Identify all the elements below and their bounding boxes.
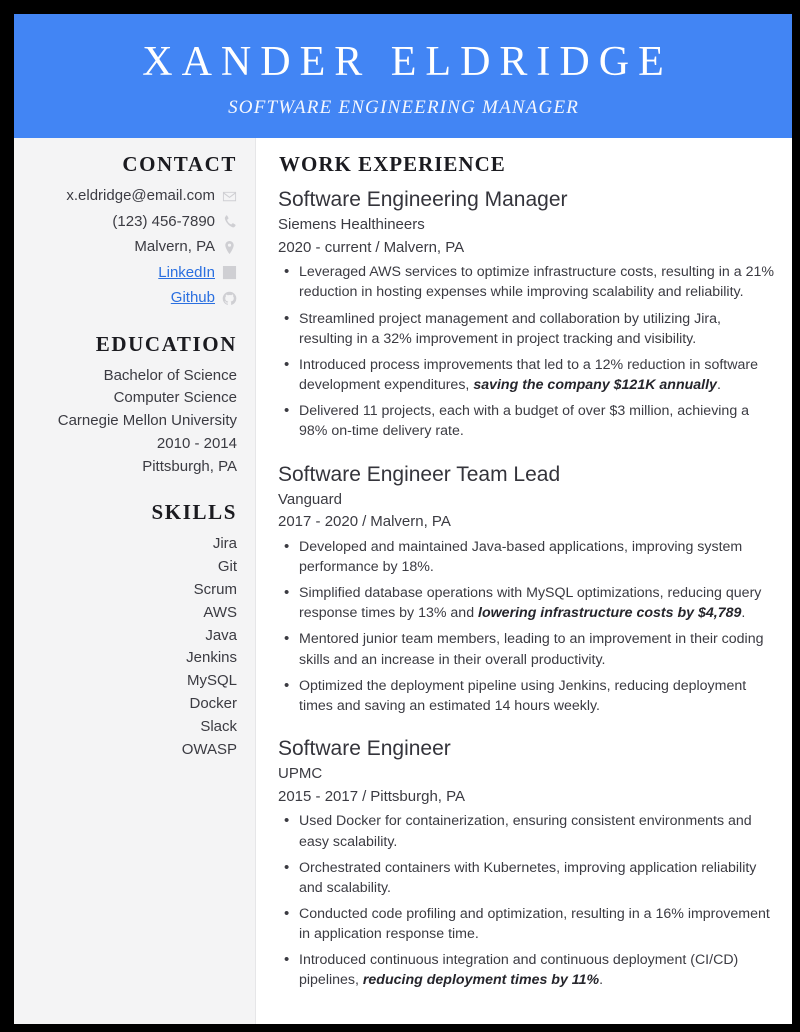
job-bullet-list [278,811,774,990]
job-location: Pittsburgh, PA [370,787,466,805]
job-bullet-emphasis: reducing deployment times by 11% [362,972,600,989]
phone-icon [222,214,237,229]
education-line: 2010 - 2014 [156,434,237,452]
skill-item: Jenkins [186,649,237,667]
contact-item[interactable] [24,287,237,310]
job-bullet-text: Streamlined project management and collaboration by utilizing Jira, resulting in a 32% improvement in project tracking and visibility. [299,310,721,347]
job-bullet-text: Developed and maintained Java-based applications, improving system performance by 18%. [299,538,743,575]
contact-list [24,185,237,310]
job-bullet-tail: . [741,605,746,622]
education-heading: EDUCATION [95,331,237,356]
contact-item-label: x.eldridge@email.com [66,187,215,204]
job-bullet [278,309,774,349]
work-experience-heading: WORK EXPERIENCE [279,152,506,176]
job-bullet-text: Introduced process improvements that led to a 12% reduction in software development expenditures, [299,356,758,394]
job-bullet-text: Mentored junior team members, leading to an improvement in their coding skills and an increase in their overall productivity. [299,631,764,668]
education-line: Pittsburgh, PA [142,457,237,475]
contact-item [24,236,237,259]
skill-item: Java [205,626,237,644]
job-bullet [278,950,774,990]
job-bullet-text: Simplified database operations with MySQL optimizations, reducing query response times by 13% and [299,585,762,622]
job-bullet [278,262,774,302]
job-bullet-emphasis: saving the company $121K annually [473,377,717,394]
job-bullet [278,355,774,395]
job-bullet-list [278,262,774,441]
job-bullet [278,811,774,851]
skill-item: MySQL [186,672,237,690]
job-dates: 2017 - 2020 [278,513,359,531]
job-meta-separator: / [362,513,367,531]
job-bullet [278,676,774,716]
job-meta [278,511,774,534]
job-entry [278,186,774,442]
job-bullet [278,401,774,441]
skill-item: Jira [212,535,237,553]
job-title: Software Engineering Manager [278,188,568,211]
sidebar [14,138,256,1024]
contact-item-label: (123) 456-7890 [112,212,215,230]
main-column [256,138,792,1024]
education-line: Carnegie Mellon University [57,412,237,430]
skill-item: Slack [200,717,237,735]
job-location: Malvern, PA [370,513,451,531]
job-entry [278,461,774,717]
skill-item: OWASP [181,740,237,758]
education-list [24,365,237,479]
job-bullet [278,537,774,577]
skill-item: AWS [203,603,237,621]
education-section [24,332,237,479]
skill-item: Git [217,558,237,576]
job-bullet-text: Optimized the deployment pipeline using Jenkins, reducing deployment times and saving an estimated 14 hours weekly. [299,677,747,714]
job-company: Siemens Healthineers [278,216,425,234]
job-title: Software Engineer [278,737,451,761]
job-bullet-text: Orchestrated containers with Kubernetes, improving application reliability and scalability. [299,859,757,896]
job-meta-separator: / [375,238,380,256]
job-bullet [278,904,774,944]
contact-heading: CONTACT [122,152,237,176]
job-bullet [278,858,774,898]
resume-header [14,14,792,138]
job-bullet-text: Used Docker for containerization, ensuring consistent environments and easy scalability. [299,813,752,850]
job-company: Vanguard [278,490,342,508]
skill-item: Docker [189,695,237,713]
job-bullet-list [278,537,774,716]
contact-item[interactable] [24,262,237,285]
job-bullet-tail: . [716,377,721,394]
map-pin-icon [222,240,237,255]
skills-heading: SKILLS [151,500,237,525]
contact-item [24,185,237,208]
resume-page [14,14,792,1024]
github-icon [222,291,237,306]
contact-item-label[interactable]: Github [170,289,215,306]
candidate-role: SOFTWARE ENGINEERING MANAGER [228,96,580,118]
job-meta [278,786,774,809]
skill-item: Scrum [193,581,237,599]
job-dates: 2015 - 2017 [278,787,359,805]
skills-section [24,500,237,761]
contact-section [24,152,237,310]
job-bullet-text: Delivered 11 projects, each with a budget of over $3 million, achieving a 98% on-time delivery rate. [299,403,750,440]
job-location: Malvern, PA [383,238,465,256]
job-dates: 2020 - current [278,238,372,256]
job-bullet-tail: . [599,972,604,989]
job-meta [278,237,774,260]
envelope-icon [222,189,237,204]
job-bullet-text: Introduced continuous integration and continuous deployment (CI/CD) pipelines, [299,952,739,989]
job-company: UPMC [278,765,323,783]
education-line: Computer Science [113,389,237,407]
linkedin-icon [222,265,237,280]
job-meta-separator: / [362,787,367,805]
contact-item [24,211,237,234]
jobs-list [278,186,774,991]
job-bullet-text: Conducted code profiling and optimization, resulting in a 16% improvement in application response time. [299,906,770,943]
education-line: Bachelor of Science [103,366,237,384]
job-bullet [278,629,774,669]
job-title: Software Engineer Team Lead [278,462,561,486]
skills-list [24,533,237,761]
contact-item-label[interactable]: LinkedIn [158,263,215,281]
job-entry [278,735,774,991]
job-bullet [278,583,774,623]
job-bullet-emphasis: lowering infrastructure costs by $4,789 [478,605,742,622]
resume-body [14,138,792,1024]
contact-item-label: Malvern, PA [134,238,215,255]
candidate-name: XANDER ELDRIDGE [142,39,673,85]
job-bullet-text: Leveraged AWS services to optimize infrastructure costs, resulting in a 21% reduction in hosting expenses while improving scalability and reliability. [299,264,774,301]
